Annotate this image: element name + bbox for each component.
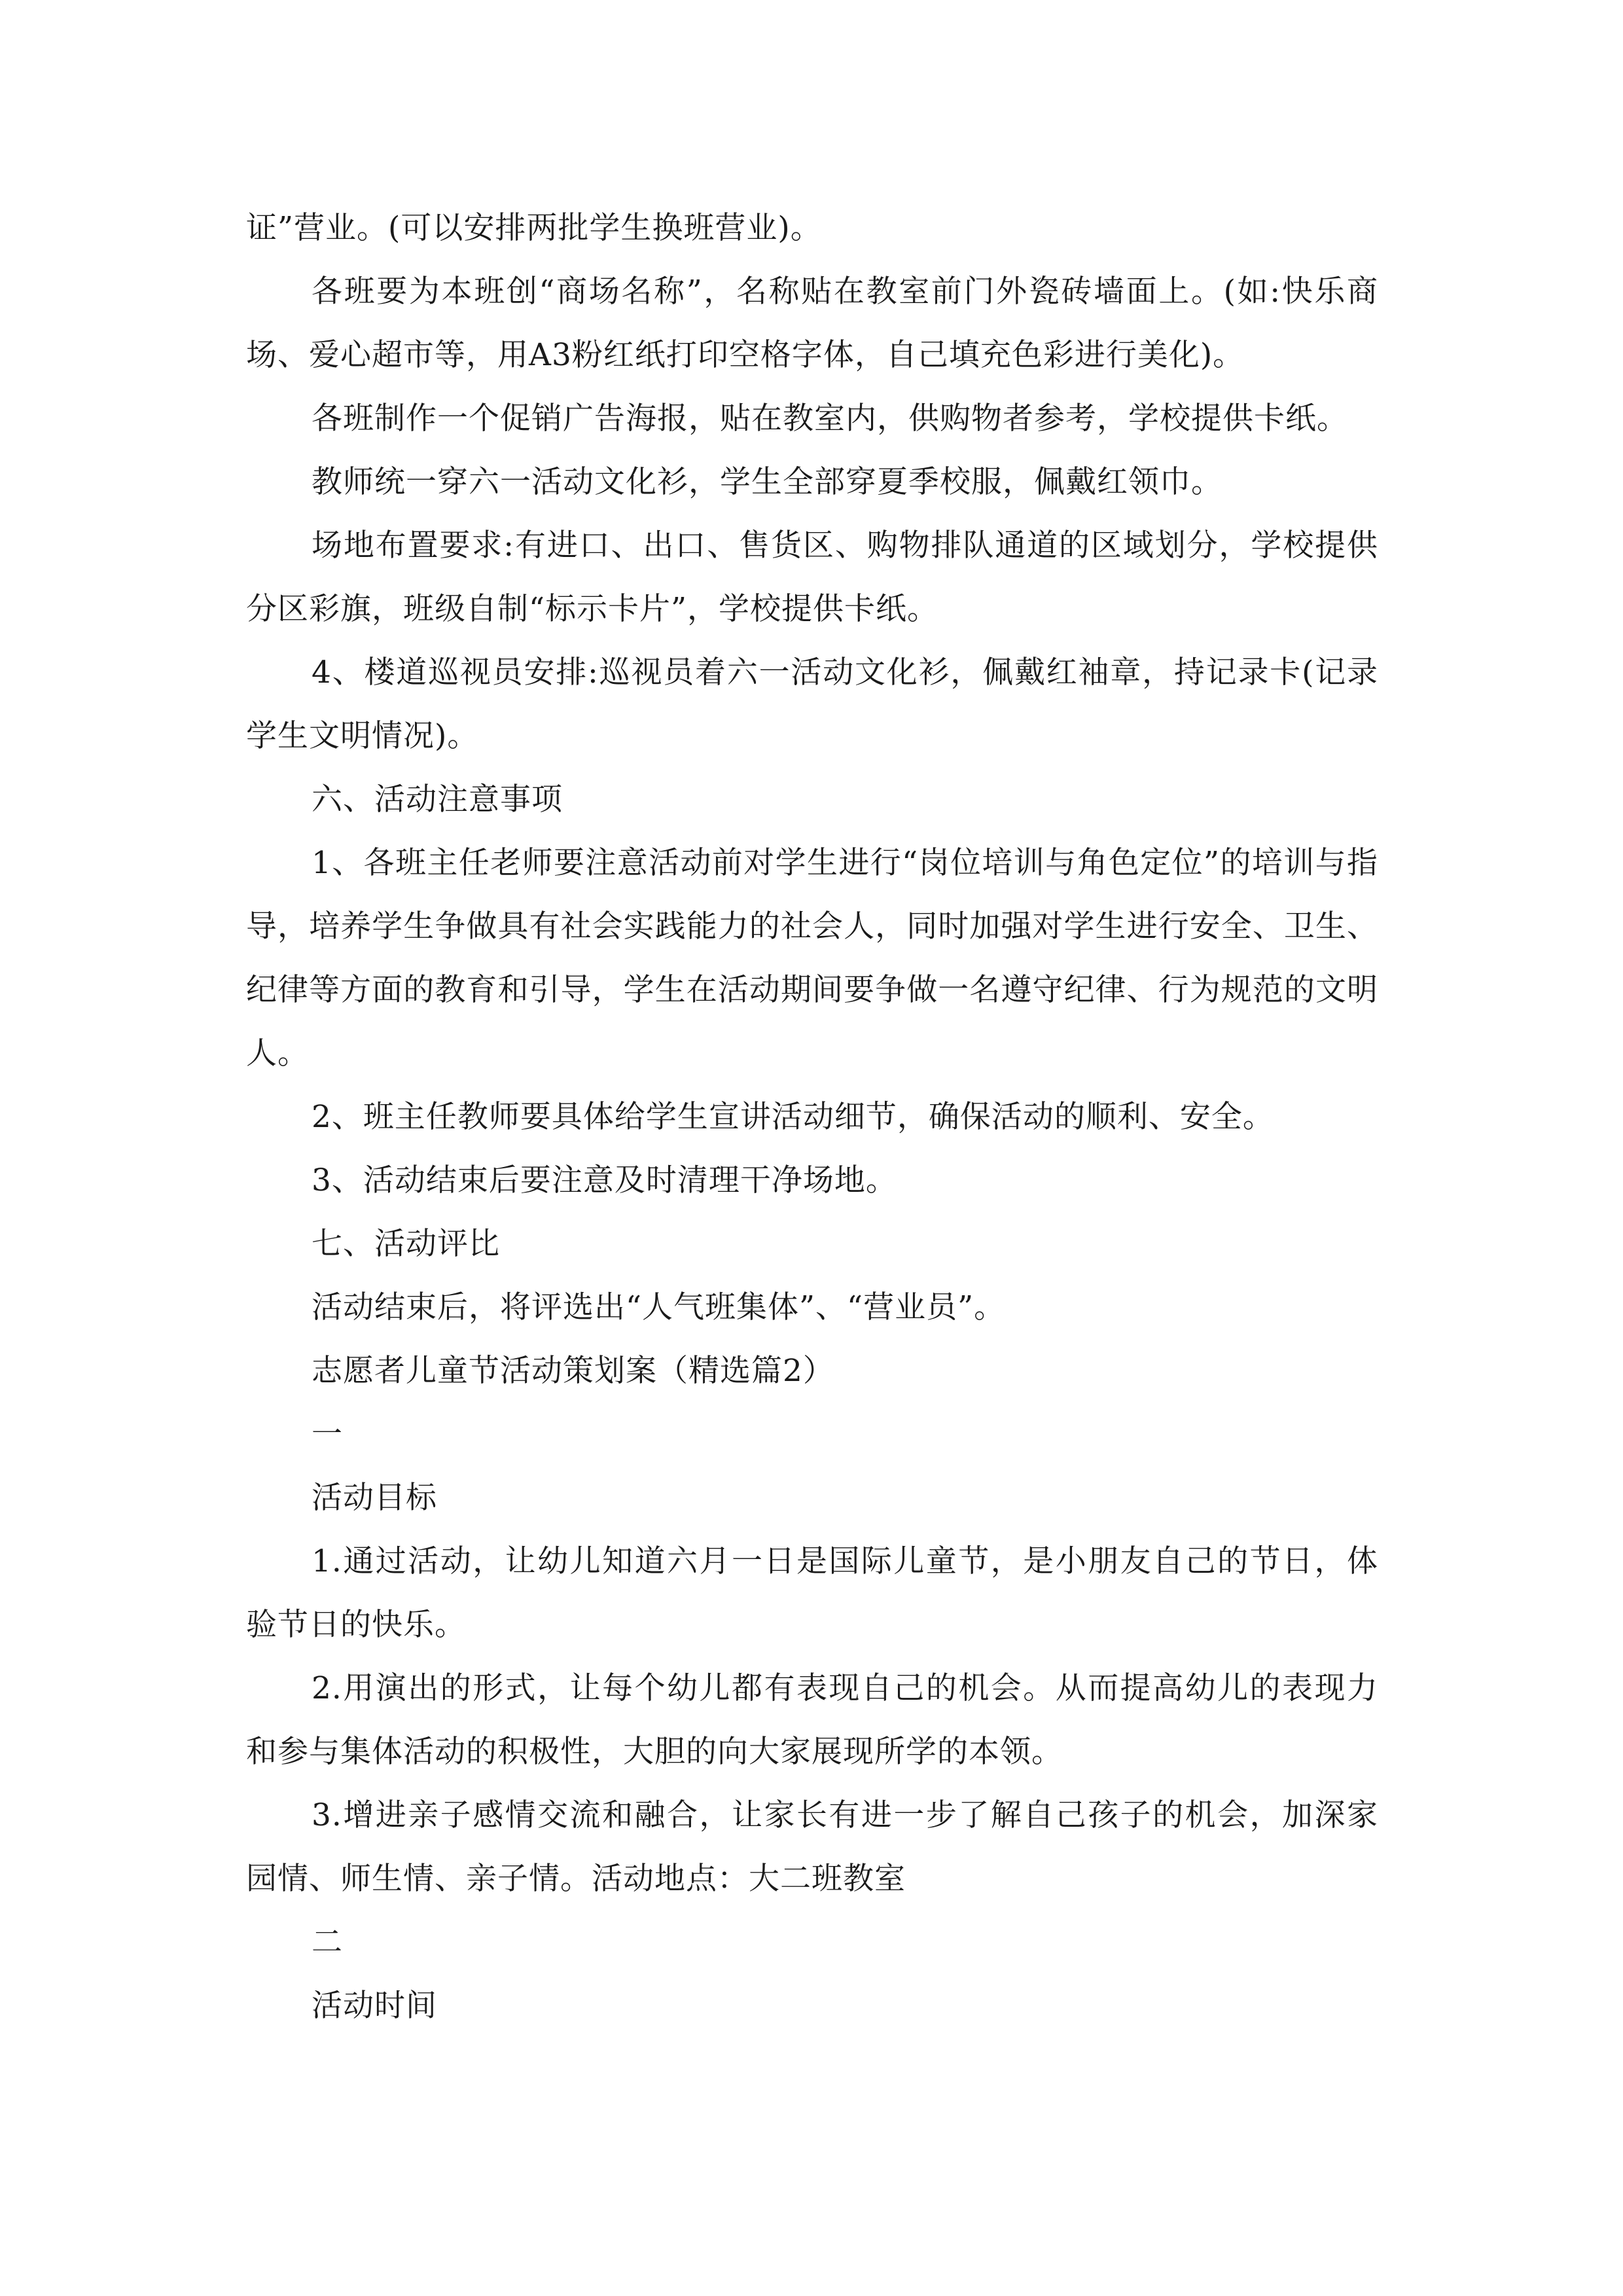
paragraph: 活动结束后，将评选出“人气班集体”、“营业员”。 xyxy=(312,1289,1006,1325)
paragraph: 3、活动结束后要注意及时清理干净场地。 xyxy=(312,1162,897,1198)
paragraph: 1.通过活动，让幼儿知道六月一日是国际儿童节，是小朋友自己的节日，体验节日的快乐。 xyxy=(246,1543,1378,1643)
paragraph: 证”营业。(可以安排两批学生换班营业)。 xyxy=(246,210,822,246)
section-heading: 七、活动评比 xyxy=(312,1226,500,1262)
paragraph: 2、班主任教师要具体给学生宣讲活动细节，确保活动的顺利、安全。 xyxy=(312,1099,1274,1135)
section-number: 二 xyxy=(312,1924,343,1960)
paragraph: 1、各班主任老师要注意活动前对学生进行“岗位培训与角色定位”的培训与指导，培养学生争做具有社会实践能力的社会人，同时加强对学生进行安全、卫生、纪律等方面的教育和引导，学生在活动期间要争做一名遵守纪律、行为规范的文明人。 xyxy=(246,845,1378,1071)
paragraph: 各班要为本班创“商场名称”，名称贴在教室前门外瓷砖墙面上。(如:快乐商场、爱心超市等，用A3粉红纸打印空格字体，自己填充色彩进行美化)。 xyxy=(246,274,1378,373)
document-body xyxy=(246,196,1378,2037)
article-title: 志愿者儿童节活动策划案（精选篇2） xyxy=(312,1353,834,1389)
paragraph: 各班制作一个促销广告海报，贴在教室内，供购物者参考，学校提供卡纸。 xyxy=(312,401,1348,437)
paragraph: 教师统一穿六一活动文化衫，学生全部穿夏季校服，佩戴红领巾。 xyxy=(312,464,1222,500)
paragraph: 场地布置要求:有进口、出口、售货区、购物排队通道的区域划分，学校提供分区彩旗，班级自制“标示卡片”，学校提供卡纸。 xyxy=(246,528,1378,627)
paragraph: 4、楼道巡视员安排:巡视员着六一活动文化衫，佩戴红袖章，持记录卡(记录学生文明情况)。 xyxy=(246,655,1378,754)
section-heading: 六、活动注意事项 xyxy=(312,781,563,817)
section-heading: 活动时间 xyxy=(312,1988,437,2024)
paragraph: 2.用演出的形式，让每个幼儿都有表现自己的机会。从而提高幼儿的表现力和参与集体活动的积极性，大胆的向大家展现所学的本领。 xyxy=(246,1670,1378,1770)
paragraph: 3.增进亲子感情交流和融合，让家长有进一步了解自己孩子的机会，加深家园情、师生情、亲子情。活动地点：大二班教室 xyxy=(246,1797,1378,1897)
section-number: 一 xyxy=(312,1416,343,1452)
section-heading: 活动目标 xyxy=(312,1480,437,1516)
